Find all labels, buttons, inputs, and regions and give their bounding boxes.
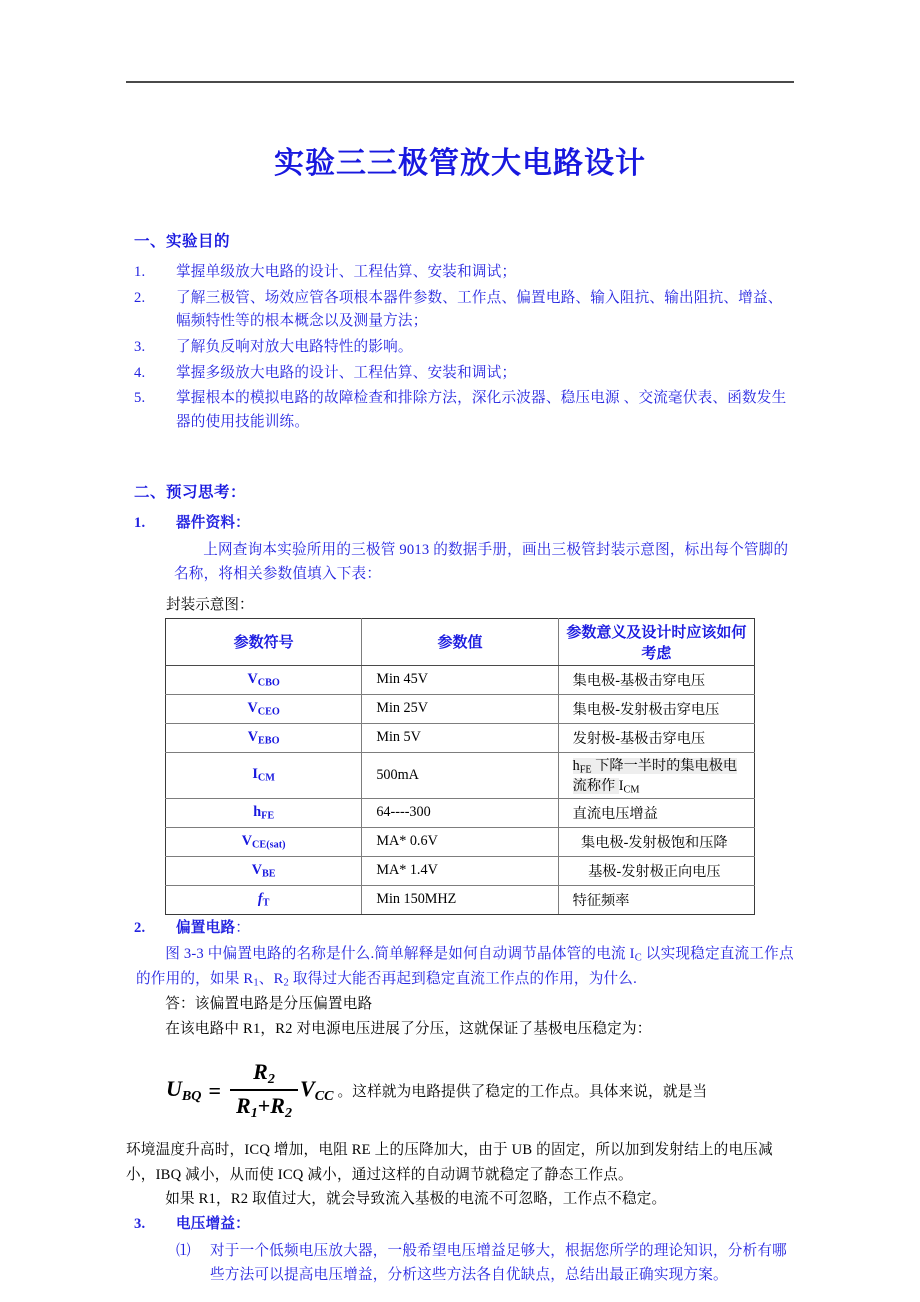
- list-item-number: 5.: [134, 390, 146, 407]
- formula-trailing-text: 。这样就为电路提供了稳定的工作点。具体来说，就是当: [337, 1084, 708, 1101]
- cell-symbol: $V_{CEO}$: [166, 694, 362, 723]
- cell-value: Min 5V: [362, 723, 558, 752]
- formula-fraction: [230, 1059, 298, 1122]
- list-item-colon: ：: [235, 919, 250, 936]
- table-row: [166, 856, 755, 885]
- table-row: [166, 665, 755, 694]
- cell-value: 64----300: [362, 798, 558, 827]
- cell-description: 集电极-基极击穿电压: [558, 665, 754, 694]
- list-item-number: 1.: [134, 515, 146, 532]
- cell-value: Min 45V: [362, 665, 558, 694]
- cell-symbol: $V_{CBO}$: [166, 665, 362, 694]
- cell-description: 集电极-发射极饱和压降: [558, 827, 754, 856]
- table-header-row: [166, 618, 755, 665]
- table-row: [166, 694, 755, 723]
- cell-value: MA* 0.6V: [362, 827, 558, 856]
- sublist-item: [176, 1239, 794, 1287]
- sublist-item-number: ⑴: [176, 1242, 191, 1259]
- list-item-number: 1.: [134, 264, 146, 280]
- formula-lhs: $U_{BQ}$: [166, 1076, 202, 1105]
- cell-symbol: $V_{CE(sat)}$: [166, 827, 362, 856]
- cell-symbol: $f_T$: [166, 885, 362, 914]
- formula-rhs: $V_{CC}$: [300, 1076, 334, 1105]
- bias-answer-line-2: 在该电路中 R1，R2 对电源电压进展了分压，这就保证了基极电压稳定为：: [165, 1020, 652, 1037]
- list-item-label: 掌握多级放大电路的设计、工程估算、安装和调试；: [176, 364, 517, 381]
- bias-answer-line-4: 如果 R1，R2 取值过大，就会导致流入基极的电流不可忽略，工作点不稳定。: [165, 1190, 667, 1207]
- section-heading-2: 二、预习思考：: [134, 484, 247, 502]
- list-item-bias-circuit: [134, 917, 794, 941]
- bias-answer-line-1: 答：该偏置电路是分压偏置电路: [165, 996, 373, 1013]
- list-item-label: 了解三极管、场效应管各项根本器件参数、工作点、偏置电路、输入阻抗、输出阻抗、增益、幅频特性等的根本概念以及测量方法；: [176, 289, 783, 330]
- list-item-device-data: [134, 512, 794, 536]
- list-item-label: 掌握根本的模拟电路的故障检查和排除方法，深化示波器、稳压电源 、交流毫伏表、函数发生器的使用技能训练。: [176, 390, 787, 430]
- cell-value: 500mA: [362, 752, 558, 798]
- parameter-table: [165, 618, 755, 915]
- preview-questions-list: [126, 512, 794, 536]
- document-content: [126, 120, 794, 1287]
- voltage-gain-list: [126, 1213, 794, 1237]
- bias-circuit-list: [126, 917, 794, 941]
- list-item-label: 了解负反响对放大电路特性的影响。: [176, 338, 413, 355]
- list-item-number: 2.: [134, 919, 146, 936]
- experiment-objectives-list: [126, 261, 794, 434]
- list-item: [134, 261, 794, 285]
- bias-question-paragraph: 图 3-3 中偏置电路的名称是什么.简单解释是如何自动调节晶体管的电流 $I_C$ 以实现稳定直流工作点的作用的，如果 $R_1$、$R_2$ 取得过大能否再起到稳定直流工作点的作用，为什么.: [136, 946, 794, 989]
- list-item: [134, 362, 794, 386]
- table-header-meaning: 参数意义及设计时应该如何考虑: [558, 618, 754, 665]
- cell-description: 特征频率: [558, 885, 754, 914]
- list-item-label: 电压增益：: [176, 1215, 250, 1232]
- device-data-paragraph: 上网查询本实验所用的三极管 9013 的数据手册，画出三极管封装示意图，标出每个管脚的名称，将相关参数值填入下表：: [174, 542, 789, 583]
- list-item-number: 2.: [134, 289, 146, 306]
- cell-symbol: $V_{BE}$: [166, 856, 362, 885]
- cell-symbol: $V_{EBO}$: [166, 723, 362, 752]
- table-row: [166, 723, 755, 752]
- cell-description: 集电极-发射极击穿电压: [558, 694, 754, 723]
- table-caption: 封装示意图：: [166, 596, 254, 613]
- cell-value: Min 150MHZ: [362, 885, 558, 914]
- table-header-symbol: 参数符号: [166, 618, 362, 665]
- list-item-label: 掌握单级放大电路的设计、工程估算、安装和调试；: [176, 264, 517, 280]
- table-row: [166, 798, 755, 827]
- formula-numerator: $R_2$: [253, 1058, 275, 1088]
- section-heading-1: 一、实验目的: [134, 233, 231, 250]
- list-item-number: 4.: [134, 364, 146, 381]
- cell-description: $h_{FE}$ 下降一半时的集电极电流称作 $I_{CM}$: [558, 752, 754, 798]
- cell-value: MA* 1.4V: [362, 856, 558, 885]
- formula-equals: =: [208, 1077, 221, 1103]
- voltage-gain-sublist: [126, 1239, 794, 1287]
- list-item-label: 偏置电路: [176, 919, 236, 936]
- table-row: [166, 752, 755, 798]
- table-header-value: 参数值: [362, 618, 558, 665]
- list-item: [134, 387, 794, 434]
- bias-answer-line-3: 环境温度升高时，ICQ 增加，电阻 RE 上的压降加大，由于 UB 的固定，所以加到发射结上的电压减小，IBQ 减小，从而使 ICQ 减小，通过这样的自动调节就稳定了静态工作点。: [126, 1142, 773, 1183]
- cell-description: 直流电压增益: [558, 798, 754, 827]
- ubq-formula: [166, 1059, 333, 1122]
- ubq-formula-row: [126, 1059, 794, 1122]
- cell-symbol: $h_{FE}$: [166, 798, 362, 827]
- sublist-item-label: 对于一个低频电压放大器，一般希望电压增益足够大，根据您所学的理论知识，分析有哪些方法可以提高电压增益，分析这些方法各自优缺点，总结出最正确实现方案。: [210, 1242, 787, 1283]
- list-item-number: 3.: [134, 1215, 146, 1232]
- list-item-voltage-gain: [134, 1213, 794, 1237]
- page-title: 实验三三极管放大电路设计: [274, 147, 646, 180]
- cell-value: Min 25V: [362, 694, 558, 723]
- cell-symbol: $I_{CM}$: [166, 752, 362, 798]
- cell-description: 发射极-基极击穿电压: [558, 723, 754, 752]
- formula-denominator: $R_1+R_2$: [230, 1089, 298, 1122]
- header-divider: [126, 81, 794, 83]
- list-item-number: 3.: [134, 338, 146, 355]
- list-item: [134, 287, 794, 334]
- list-item: [134, 336, 794, 360]
- table-row: [166, 885, 755, 914]
- list-item-label: 器件资料：: [176, 515, 250, 532]
- cell-description: 基极-发射极正向电压: [558, 856, 754, 885]
- table-row: [166, 827, 755, 856]
